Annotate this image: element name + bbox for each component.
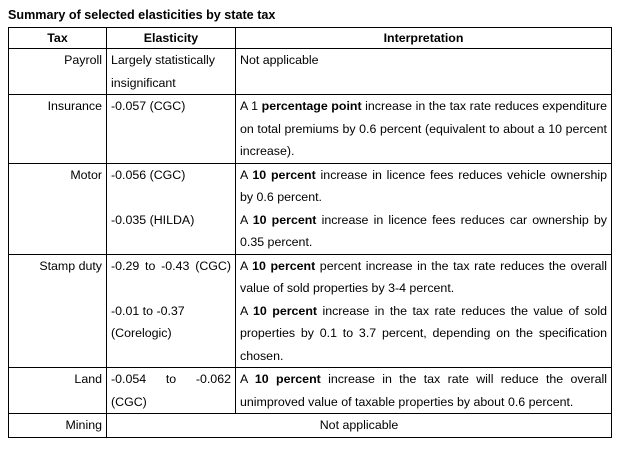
interp-emphasis: 10 percent — [252, 212, 317, 227]
interpretation-cell — [236, 95, 612, 164]
header-tax: Tax — [9, 28, 107, 49]
elasticity-text: -0.054 to -0.062 (CGC) — [111, 372, 231, 409]
tax-cell: Stamp duty — [9, 254, 107, 368]
table-row-mining — [9, 414, 612, 438]
interp-text: increase in the tax rate will reduce the overall unimproved value of taxable properties by about 0.6 percent. — [240, 372, 607, 409]
not-applicable-cell: Not applicable — [107, 414, 612, 438]
table-row-stamp-duty — [9, 254, 612, 368]
interpretation-para — [240, 300, 607, 368]
elasticity-cell: Largely statistically insignificant — [107, 49, 236, 95]
interpretation-cell: Not applicable — [236, 49, 612, 95]
table-row-land — [9, 368, 612, 414]
elasticity-value: -0.01 to -0.37 (Corelogic) — [111, 303, 185, 340]
elasticity-value: -0.056 (CGC) — [111, 167, 186, 182]
interp-text: A — [240, 167, 253, 182]
interp-text: A 1 — [240, 99, 262, 113]
elasticity-cell — [107, 163, 236, 254]
interp-text: A — [240, 212, 253, 227]
elasticity-cell — [107, 368, 236, 414]
interp-text: percent increase in the tax rate reduces the overall value of sold properties by 3-4 percent. — [240, 258, 607, 295]
interpretation-para — [240, 209, 607, 254]
table-row-insurance — [9, 95, 612, 164]
tax-cell: Motor — [9, 163, 107, 254]
header-row — [9, 28, 612, 49]
elasticity-value: -0.035 (HILDA) — [111, 212, 195, 227]
interpretation-cell — [236, 368, 612, 414]
interpretation-para — [240, 255, 607, 300]
interpretation-cell — [236, 163, 612, 254]
table-row-motor — [9, 163, 612, 254]
tax-cell: Land — [9, 368, 107, 414]
interp-emphasis: 10 percent — [254, 372, 321, 386]
interp-text: increase in licence fees reduces vehicle ownership by 0.6 percent. — [240, 167, 607, 204]
table-row-payroll — [9, 49, 612, 95]
tax-cell: Payroll — [9, 49, 107, 95]
header-elasticity: Elasticity — [107, 28, 236, 49]
spacer — [111, 186, 231, 209]
interp-emphasis: 10 percent — [252, 258, 316, 273]
interp-text: A — [240, 372, 255, 386]
spacer — [111, 277, 231, 300]
elasticity-cell: -0.057 (CGC) — [107, 95, 236, 164]
interp-emphasis: percentage point — [261, 99, 362, 113]
interp-emphasis: 10 percent — [252, 167, 316, 182]
interp-text: A — [240, 258, 253, 273]
tax-cell: Mining — [9, 414, 107, 438]
header-interpretation: Interpretation — [236, 28, 612, 49]
elasticity-cell — [107, 254, 236, 368]
elasticities-table — [8, 27, 612, 438]
interp-text: A — [240, 303, 254, 318]
elasticity-text: -0.29 to -0.43 (CGC) — [111, 258, 231, 273]
interpretation-cell — [236, 254, 612, 368]
interp-text: increase in the tax rate reduces expenditure on total premiums by 0.6 percent (equivalent to about a 10 percent increase). — [240, 99, 608, 158]
interp-text: increase in the tax rate reduces the value of sold properties by 0.1 to 3.7 percent, depending on the specification chosen. — [240, 303, 608, 363]
table-title: Summary of selected elasticities by state tax — [8, 8, 276, 22]
interp-text: increase in licence fees reduces car ownership by 0.35 percent. — [240, 212, 607, 249]
elasticity-value — [111, 255, 231, 278]
interp-emphasis: 10 percent — [253, 303, 318, 318]
tax-cell: Insurance — [9, 95, 107, 164]
interpretation-para — [240, 164, 607, 209]
